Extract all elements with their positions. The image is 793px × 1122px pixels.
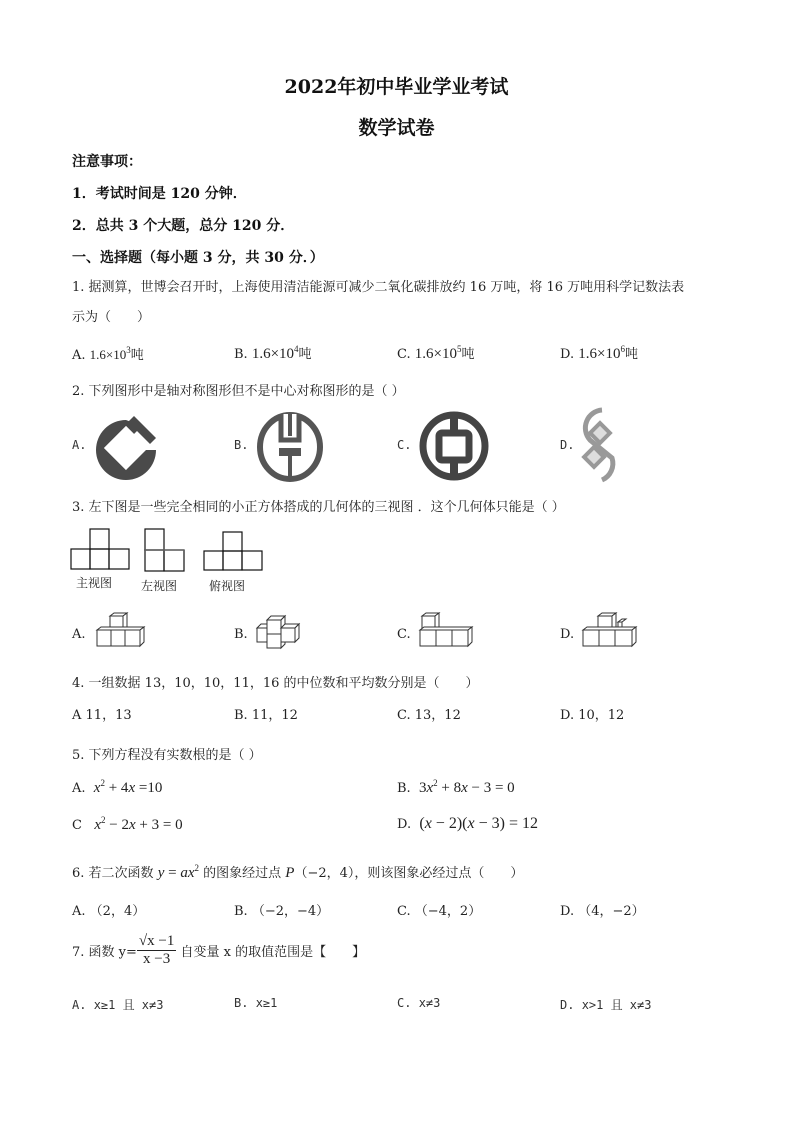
notes-heading: 注意事项： <box>72 154 142 170</box>
question-4-text: 4. 一组数据 13，10，10，11，16 的中位数和平均数分别是（ ） <box>72 676 479 691</box>
front-view-label: 主视图 <box>76 576 113 590</box>
q4-option-d[interactable]: D. 10，12 <box>560 708 625 723</box>
question-3-text: 3. 左下图是一些完全相同的小正方体搭成的几何体的三视图 ．这个几何体只能是（ ） <box>72 500 565 515</box>
q4-option-c[interactable]: C. 13，12 <box>397 708 461 723</box>
q2-option-b-label[interactable]: B. <box>234 438 249 452</box>
q4-option-a[interactable]: A 11，13 <box>72 708 132 723</box>
note-item: 1．考试时间是 120 分钟． <box>72 186 247 202</box>
q7-option-c[interactable]: C. x≠3 <box>397 996 441 1010</box>
q6-option-a[interactable]: A. （2，4） <box>72 904 146 919</box>
q3-option-b-cubes[interactable] <box>255 614 315 654</box>
q3-option-a-cubes[interactable] <box>94 612 152 654</box>
top-view-figure <box>203 529 265 573</box>
q6-option-c[interactable]: C. （−4，2） <box>397 904 482 919</box>
bank-logo-abc-icon[interactable] <box>255 410 325 482</box>
q3-option-d-cubes[interactable] <box>580 612 640 654</box>
q3-option-c-cubes[interactable] <box>418 612 476 654</box>
q1-option-b[interactable]: B. $1.6\times 10^4$吨 <box>234 344 312 362</box>
bank-logo-boc-icon[interactable] <box>418 410 490 482</box>
front-view-figure <box>70 527 132 571</box>
q3-option-c-label[interactable]: C. <box>397 627 411 642</box>
q5-option-d[interactable]: D. (x − 2)(x − 3) = 12 <box>397 815 538 832</box>
bank-logo-ccb-icon[interactable] <box>90 412 162 482</box>
question-7-text: 7. 函数 y= $\frac{√x -1}{x -3}$ 自变量 x 的取值范围是【 】 <box>72 933 366 967</box>
q1-option-a[interactable]: A. $1.6\times 10^3$吨 <box>72 345 144 363</box>
q1-option-c[interactable]: C. $1.6\times 10^5$吨 <box>397 344 475 362</box>
q1-option-d[interactable]: D. $1.6\times 10^6$吨 <box>560 344 638 362</box>
q5-option-b[interactable]: B. $3x^2 + 8x - 3 = 0$ <box>397 778 515 796</box>
q7-option-a[interactable]: A. x≥1 且 x≠3 <box>72 998 164 1012</box>
exam-title: 2022年初中毕业学业考试 <box>284 76 509 98</box>
q2-option-d-label[interactable]: D. <box>560 438 575 452</box>
note-item: 2．总共 3 个大题，总分 120 分． <box>72 218 295 234</box>
section-heading: 一、选择题（每小题 3 分，共 30 分．） <box>72 250 324 266</box>
q7-option-b[interactable]: B. x≥1 <box>234 996 278 1010</box>
q6-option-d[interactable]: D. （4，−2） <box>560 904 645 919</box>
q5-option-a[interactable]: A. $x^2 + 4x =10$ <box>72 778 163 796</box>
left-view-label: 左视图 <box>141 579 178 593</box>
q4-option-b[interactable]: B. 11，12 <box>234 708 298 723</box>
question-1-text-cont: 示为（ ） <box>72 310 151 325</box>
q3-option-d-label[interactable]: D. <box>560 627 575 642</box>
question-1-text: 1. 据测算，世博会召开时，上海使用清洁能源可减少二氧化碳排放约 16 万吨，将 16 万吨用科学记数法表 <box>72 280 685 295</box>
q5-option-c[interactable]: C $x^2 - 2x + 3 = 0$ <box>72 815 183 833</box>
question-5-text: 5. 下列方程没有实数根的是（ ） <box>72 748 262 763</box>
top-view-label: 俯视图 <box>209 579 246 593</box>
bank-logo-s-diamond-icon[interactable] <box>576 406 626 484</box>
q7-option-d[interactable]: D. x>1 且 x≠3 <box>560 998 652 1012</box>
q2-option-c-label[interactable]: C. <box>397 438 412 452</box>
function-fraction: $\frac{√x -1}{x -3}$ <box>138 933 175 967</box>
question-6-text: 6. 若二次函数 $y = ax^2$ 的图象经过点 P（−2，4），则该图象必经过点（ ） <box>72 863 524 881</box>
q3-option-b-label[interactable]: B. <box>234 627 248 642</box>
q2-option-a-label[interactable]: A. <box>72 438 87 452</box>
exam-subtitle: 数学试卷 <box>358 117 435 139</box>
q3-option-a-label[interactable]: A. <box>72 627 86 642</box>
left-view-figure <box>144 527 186 573</box>
q6-option-b[interactable]: B. （−2，−4） <box>234 904 330 919</box>
question-2-text: 2. 下列图形中是轴对称图形但不是中心对称图形的是（ ） <box>72 384 405 399</box>
